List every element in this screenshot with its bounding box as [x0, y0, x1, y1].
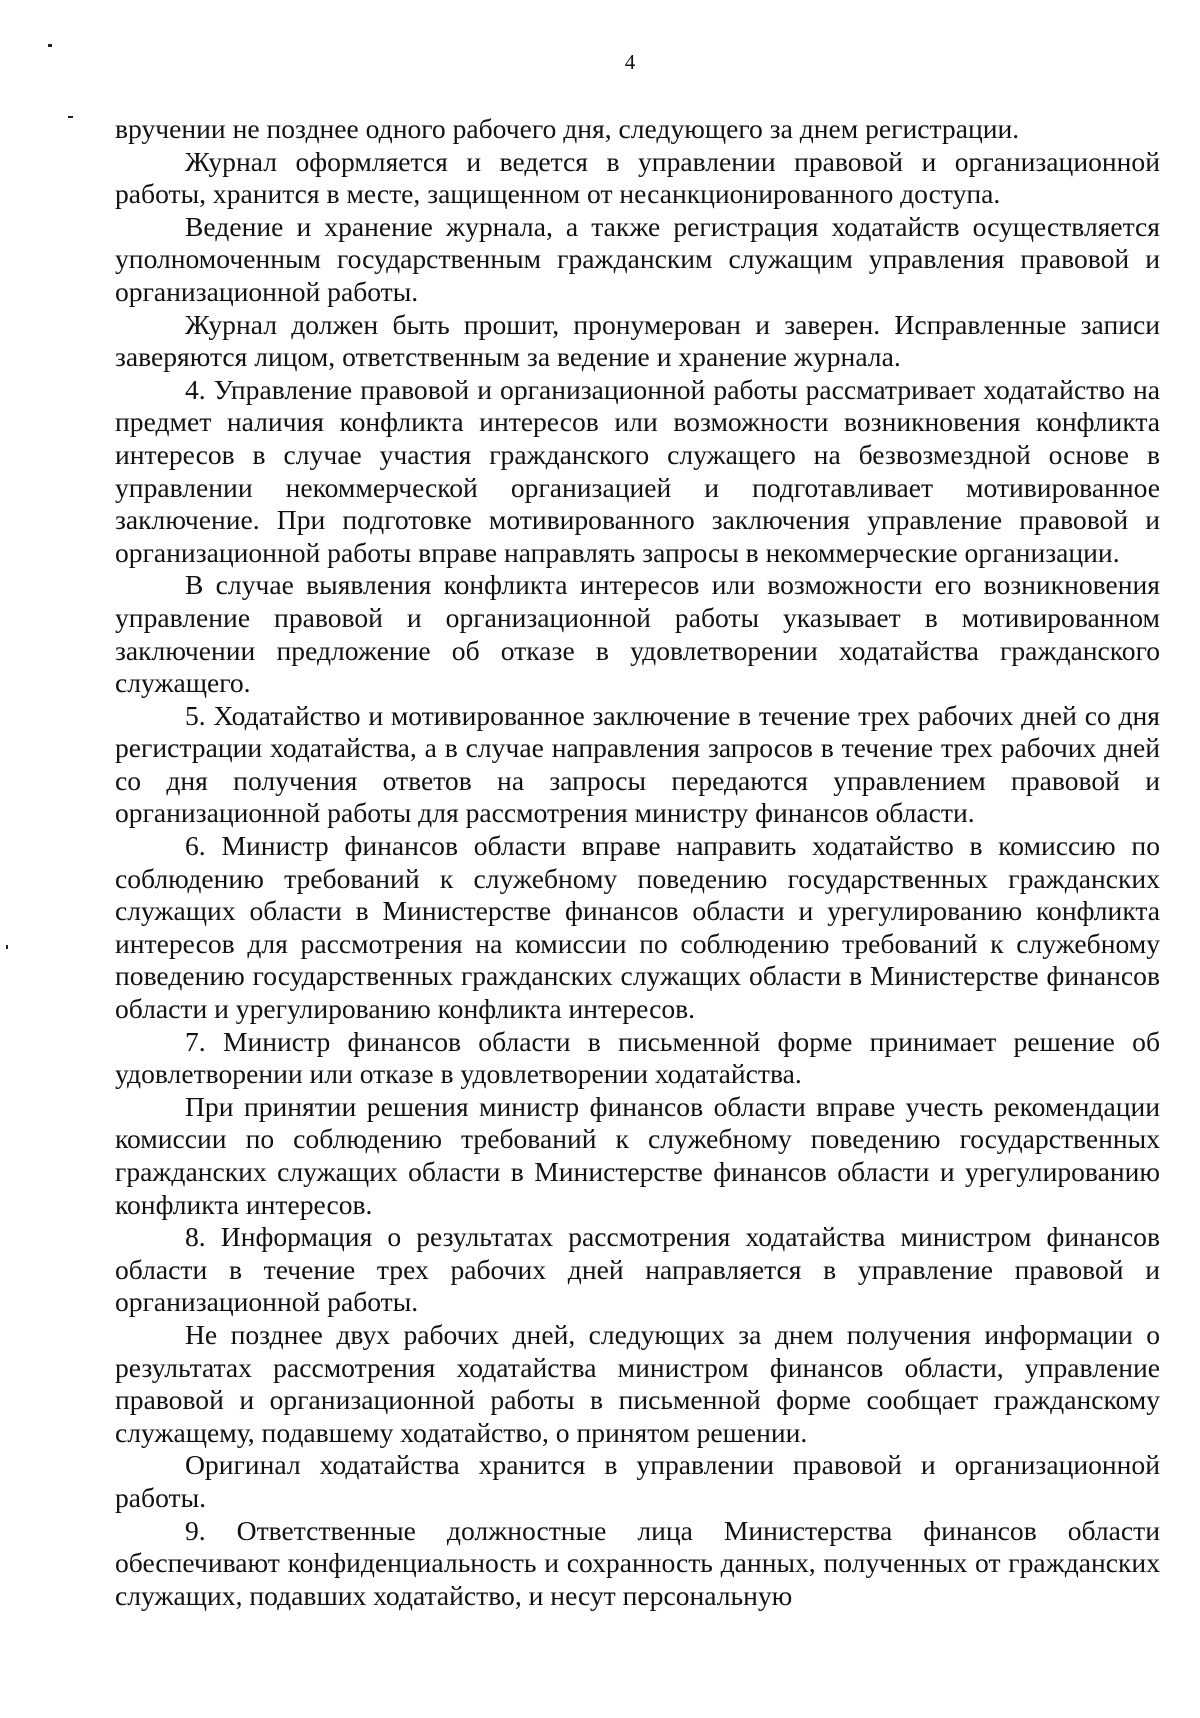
document-body	[115, 113, 1160, 1612]
paragraph: 6. Министр финансов области вправе направить ходатайство в комиссию по соблюдению требований к служебному поведению государственных гражданских служащих области в Министерстве финансов области и урегулированию конфликта интересов для рассмотрения на комиссии по соблюдению требований к служебному поведению государственных гражданских служащих области в Министерстве финансов области и урегулированию конфликта интересов.	[115, 830, 1160, 1025]
paragraph: 4. Управление правовой и организационной работы рассматривает ходатайство на предмет наличия конфликта интересов или возможности возникновения конфликта интересов в случае участия гражданского служащего на безвозмездной основе в управлении некоммерческой организацией и подготавливает мотивированное заключение. При подготовке мотивированного заключения управление правовой и организационной работы вправе направлять запросы в некоммерческие организации.	[115, 373, 1160, 568]
paragraph: При принятии решения министр финансов области вправе учесть рекомендации комиссии по соблюдению требований к служебному поведению государственных гражданских служащих области в Министерстве финансов области и урегулированию конфликта интересов.	[115, 1090, 1160, 1220]
page-number: 4	[624, 50, 636, 74]
paragraph: Оригинал ходатайства хранится в управлении правовой и организационной работы.	[115, 1449, 1160, 1513]
scan-speck	[48, 44, 52, 47]
paragraph: 9. Ответственные должностные лица Министерства финансов области обеспечивают конфиденциальность и сохранность данных, полученных от гражданских служащих, подавших ходатайство, и несут персональную	[115, 1514, 1160, 1611]
paragraph: Не позднее двух рабочих дней, следующих за днем получения информации о результатах рассмотрения ходатайства министром финансов области, управление правовой и организационной работы в письменной форме сообщает гражданскому служащему, подавшему ходатайство, о принятом решении.	[115, 1318, 1160, 1448]
paragraph: В случае выявления конфликта интересов или возможности его возникновения управление правовой и организационной работы указывает в мотивированном заключении предложение об отказе в удовлетворении ходатайства гражданского служащего.	[115, 569, 1160, 699]
paragraph: 7. Министр финансов области в письменной форме принимает решение об удовлетворении или отказе в удовлетворении ходатайства.	[115, 1025, 1160, 1090]
paragraph: Журнал должен быть прошит, пронумерован и заверен. Исправленные записи заверяются лицом, ответственным за ведение и хранение журнала.	[115, 308, 1160, 373]
paragraph: 5. Ходатайство и мотивированное заключение в течение трех рабочих дней со дня регистрации ходатайства, а в случае направления запросов в течение трех рабочих дней со дня получения ответов на запросы передаются управлением правовой и организационной работы для рассмотрения министру финансов области.	[115, 699, 1160, 829]
paragraph: вручении не позднее одного рабочего дня, следующего за днем регистрации.	[115, 113, 1020, 144]
paragraph: 8. Информация о результатах рассмотрения ходатайства министром финансов области в течение трех рабочих дней направляется в управление правовой и организационной работы.	[115, 1221, 1160, 1318]
scan-speck	[6, 945, 8, 949]
scan-speck	[68, 116, 73, 118]
paragraph: Ведение и хранение журнала, а также регистрация ходатайств осуществляется уполномоченным государственным гражданским служащим управления правовой и организационной работы.	[115, 210, 1160, 307]
paragraph: Журнал оформляется и ведется в управлении правовой и организационной работы, хранится в месте, защищенном от несанкционированного доступа.	[115, 145, 1160, 210]
